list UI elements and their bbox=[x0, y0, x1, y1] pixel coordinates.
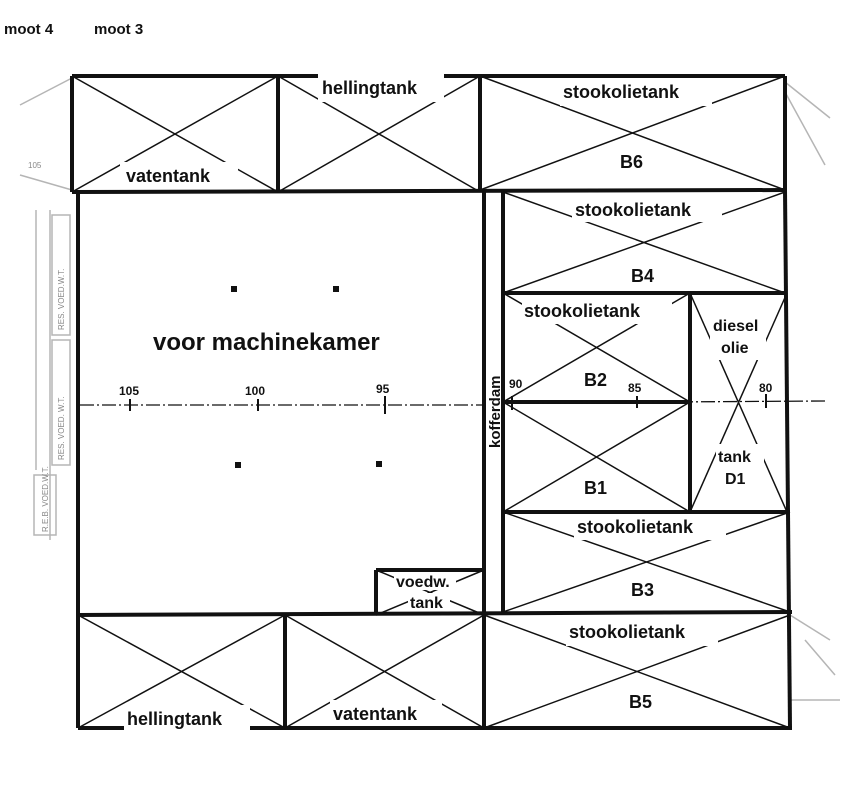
vatentank-top-label: vatentank bbox=[126, 166, 211, 186]
kofferdam-label: kofferdam bbox=[487, 375, 504, 448]
machinekamer-label: voor machinekamer bbox=[153, 329, 380, 356]
b5-code: B5 bbox=[629, 692, 653, 712]
stookolietank-b2-label: stookolietank bbox=[524, 301, 641, 321]
tank-d1-label-line-1: tank bbox=[718, 449, 751, 466]
voedw-tank-label-line-1: voedw. bbox=[396, 574, 450, 591]
stookolietank-b5-label: stookolietank bbox=[569, 622, 686, 642]
section-label-moot-4: moot 4 bbox=[4, 21, 54, 38]
frame-number-85: 85 bbox=[628, 381, 642, 395]
tank-d1-label-line-2: D1 bbox=[725, 471, 746, 488]
margin-note-2: RES. VOED. W.T. bbox=[57, 396, 66, 460]
diesel-label-line-2: olie bbox=[721, 340, 749, 357]
frame-number-105: 105 bbox=[119, 384, 140, 398]
section-label-moot-3: moot 3 bbox=[94, 21, 144, 38]
margin-note-3: R.E.B. VOED.W.T. bbox=[41, 466, 50, 532]
engine-mount-points bbox=[231, 286, 382, 468]
frame-number-80: 80 bbox=[759, 381, 773, 395]
margin-note-1: RES. VOED.W.T. bbox=[57, 268, 66, 330]
frame-number-100: 100 bbox=[245, 384, 266, 398]
stookolietank-b3-label: stookolietank bbox=[577, 517, 694, 537]
hellingtank-bottom-label: hellingtank bbox=[127, 709, 223, 729]
stookolietank-b4-label: stookolietank bbox=[575, 200, 692, 220]
margin-frame-number: 105 bbox=[28, 161, 42, 170]
frame-number-95: 95 bbox=[376, 382, 390, 396]
vatentank-bottom-label: vatentank bbox=[333, 704, 418, 724]
voedw-tank-label-line-2: tank bbox=[410, 595, 443, 612]
b3-code: B3 bbox=[631, 580, 655, 600]
b1-code: B1 bbox=[584, 478, 608, 498]
b4-code: B4 bbox=[631, 266, 655, 286]
frame-number-90: 90 bbox=[509, 377, 523, 391]
b6-code: B6 bbox=[620, 152, 644, 172]
frame-centerline bbox=[80, 394, 825, 414]
stookolietank-b6-label: stookolietank bbox=[563, 82, 680, 102]
hellingtank-top-label: hellingtank bbox=[322, 78, 418, 98]
diesel-label-line-1: diesel bbox=[713, 318, 759, 335]
b2-code: B2 bbox=[584, 370, 608, 390]
